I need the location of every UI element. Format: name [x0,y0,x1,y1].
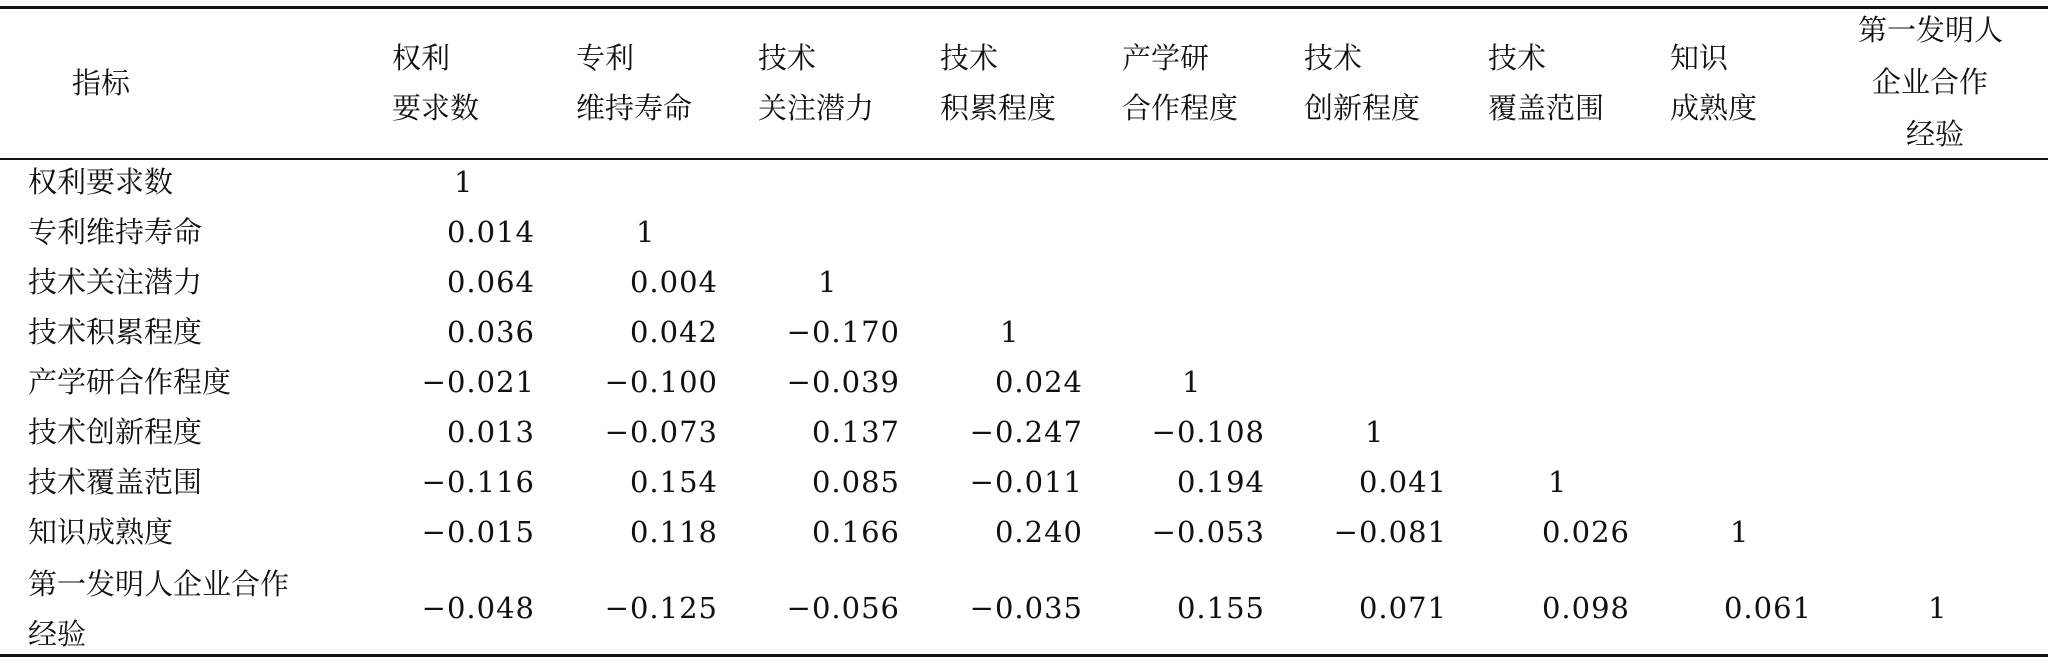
header-col-2-line1: 专利 [576,41,635,75]
table-cell: 0.166 [811,515,900,549]
table-cell: −0.108 [1151,415,1265,449]
table-bottom-rule [0,654,2048,657]
table-cell: 0.085 [811,465,900,499]
table-cell: −0.035 [969,591,1083,625]
table-cell: −0.170 [786,315,900,349]
table-header-rule [0,158,2048,160]
table-cell: 1 [1182,365,1202,399]
table-cell: 1 [454,165,474,199]
header-col-9-line1: 第一发明人 [1858,13,2004,47]
table-cell: 0.071 [1358,591,1447,625]
table-cell: 0.240 [994,515,1083,549]
row-label-innovation: 技术创新程度 [28,415,203,449]
table-cell: 0.118 [629,515,718,549]
header-col-4-line2: 积累程度 [940,91,1057,125]
row-label-cooperation: 产学研合作程度 [28,365,232,399]
header-col-9-line3: 经验 [1906,117,1965,151]
table-cell: 0.155 [1176,591,1265,625]
table-cell: 0.098 [1541,591,1630,625]
table-cell: −0.056 [786,591,900,625]
header-col-1-line1: 权利 [392,41,451,75]
table-cell: 0.064 [446,265,535,299]
header-col-1-line2: 要求数 [392,91,480,125]
table-cell: 0.041 [1358,465,1447,499]
table-cell: 0.061 [1723,591,1812,625]
header-col-6-line1: 技术 [1304,41,1363,75]
table-cell: 0.036 [446,315,535,349]
row-label-patent-life: 专利维持寿命 [28,215,203,249]
table-cell: 0.024 [994,365,1083,399]
row-label-inventor-exp-line2: 经验 [28,617,87,651]
table-cell: −0.021 [421,365,535,399]
header-col-2-line2: 维持寿命 [576,91,693,125]
header-col-4-line1: 技术 [940,41,999,75]
table-cell: −0.015 [421,515,535,549]
table-cell: 0.026 [1541,515,1630,549]
table-top-rule [0,6,2048,9]
table-cell: 0.042 [629,315,718,349]
table-cell: −0.081 [1333,515,1447,549]
row-label-coverage: 技术覆盖范围 [28,465,203,499]
table-cell: 1 [636,215,656,249]
header-col-8-line2: 成熟度 [1670,91,1758,125]
table-cell: −0.116 [421,465,535,499]
table-cell: −0.039 [786,365,900,399]
row-label-maturity: 知识成熟度 [28,515,174,549]
header-indicator: 指标 [72,66,131,100]
header-col-3-line2: 关注潜力 [758,91,875,125]
table-cell: −0.247 [969,415,1083,449]
header-col-8-line1: 知识 [1670,41,1729,75]
row-label-attention-potential: 技术关注潜力 [28,265,203,299]
table-cell: 1 [1548,465,1568,499]
table-cell: −0.011 [969,465,1083,499]
header-col-3-line1: 技术 [758,41,817,75]
header-col-6-line2: 创新程度 [1304,91,1421,125]
header-col-7-line1: 技术 [1488,41,1547,75]
table-cell: −0.053 [1151,515,1265,549]
table-cell: 1 [818,265,838,299]
table-cell: 1 [1730,515,1750,549]
table-cell: 1 [1365,415,1385,449]
table-cell: 0.004 [629,265,718,299]
table-cell: 0.013 [446,415,535,449]
header-col-7-line2: 覆盖范围 [1488,91,1605,125]
table-cell: 0.154 [629,465,718,499]
header-col-5-line1: 产学研 [1122,41,1210,75]
table-cell: 0.014 [446,215,535,249]
table-cell: 0.194 [1176,465,1265,499]
header-col-5-line2: 合作程度 [1122,91,1239,125]
table-cell: −0.125 [604,591,718,625]
row-label-claims: 权利要求数 [28,165,174,199]
row-label-accumulation: 技术积累程度 [28,315,203,349]
table-cell: −0.073 [604,415,718,449]
header-col-9-line2: 企业合作 [1872,65,1989,99]
table-cell: −0.048 [421,591,535,625]
table-cell: −0.100 [604,365,718,399]
table-cell: 1 [1000,315,1020,349]
table-cell: 0.137 [811,415,900,449]
row-label-inventor-exp-line1: 第一发明人企业合作 [28,567,290,601]
table-cell: 1 [1928,591,1948,625]
